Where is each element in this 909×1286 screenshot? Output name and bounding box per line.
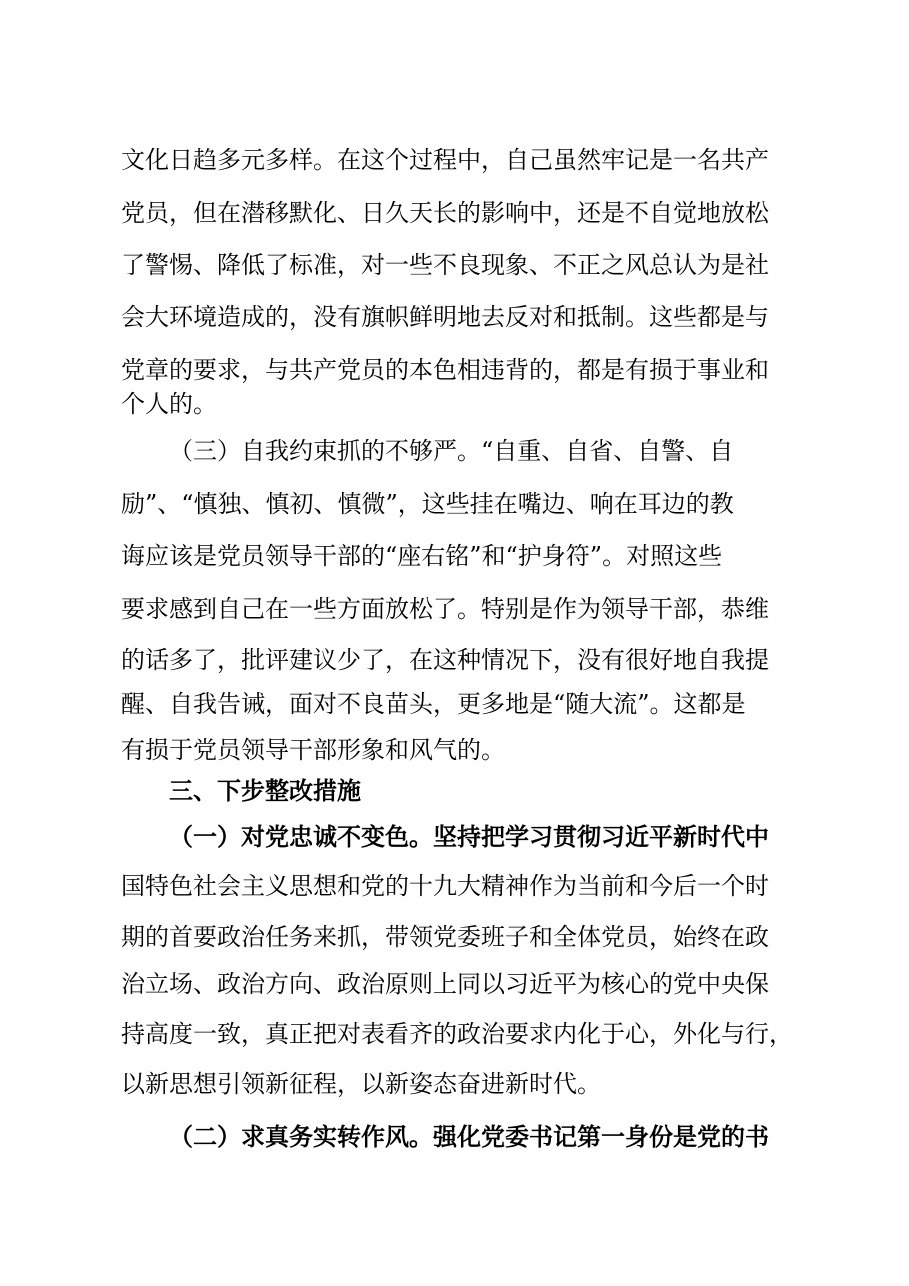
- text-line: 持高度一致，真正把对表看齐的政治要求内化于心，外化与行，: [121, 1020, 793, 1048]
- subheading-line: （一）对党忠诚不变色。坚持把学习贯彻习近平新时代中: [169, 822, 769, 851]
- text-line: 醒、自我告诫，面对不良苗头，更多地是“随大流”。这都是: [121, 690, 746, 718]
- text-line: 党员，但在潜移默化、日久天长的影响中，还是不自觉地放松: [121, 199, 769, 227]
- text-line: 治立场、政治方向、政治原则上同以习近平为核心的党中央保: [121, 970, 769, 998]
- text-line: 的话多了，批评建议少了，在这种情况下，没有很好地自我提: [121, 646, 769, 674]
- section-heading: 三、下步整改措施: [169, 777, 361, 805]
- text-line: 了警惕、降低了标准，对一些不良现象、不正之风总认为是社: [121, 251, 769, 279]
- text-line: 有损于党员领导干部形象和风气的。: [121, 736, 505, 764]
- text-line: 以新思想引领新征程，以新姿态奋进新时代。: [121, 1070, 601, 1098]
- text-line: 诲应该是党员领导干部的“座右铭”和“护身符”。对照这些: [121, 542, 723, 570]
- text-line: 党章的要求，与共产党员的本色相违背的，都是有损于事业和: [121, 356, 769, 384]
- text-line: 国特色社会主义思想和党的十九大精神作为当前和今后一个时: [121, 872, 769, 900]
- subheading-line: （二）求真务实转作风。强化党委书记第一身份是党的书: [169, 1122, 769, 1151]
- text-line: 个人的。: [121, 390, 217, 418]
- text-line: 期的首要政治任务来抓，带领党委班子和全体党员，始终在政: [121, 923, 769, 951]
- text-line: 要求感到自己在一些方面放松了。特别是作为领导干部，恭维: [121, 595, 769, 623]
- text-line: 会大环境造成的，没有旗帜鲜明地去反对和抵制。这些都是与: [121, 303, 769, 331]
- text-line: 文化日趋多元多样。在这个过程中，自己虽然牢记是一名共产: [121, 146, 769, 174]
- subheading-line: （三）自我约束抓的不够严。“自重、自省、自警、自: [169, 437, 734, 465]
- text-line: 励”、“慎独、慎初、慎微”，这些挂在嘴边、响在耳边的教: [121, 490, 734, 518]
